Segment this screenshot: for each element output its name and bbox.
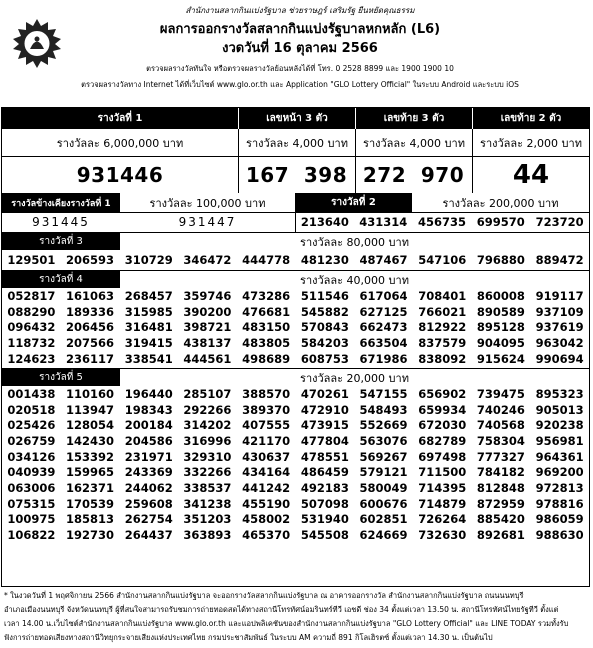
- fifth-prize-number: 740246: [476, 402, 525, 417]
- fourth-prize-number: 096432: [7, 320, 56, 335]
- fourth-prize-number: 937619: [535, 320, 584, 335]
- fifth-prize-number: 338537: [183, 481, 232, 496]
- fifth-prize-number: 351203: [183, 512, 232, 527]
- fifth-prize-number: 812848: [476, 481, 525, 496]
- fifth-prize-number: 569267: [359, 449, 408, 464]
- third-prize-header-row: [2, 232, 589, 250]
- fifth-prize-number: 244062: [124, 481, 173, 496]
- top-amount-row: [2, 129, 589, 156]
- fifth-prize-number: 441242: [242, 481, 291, 496]
- last2-label: เลขท้าย 2 ตัว: [472, 108, 589, 129]
- fourth-prize-number: 895128: [476, 320, 525, 335]
- footer-line: เวลา 14.00 น.เว็บไซต์สำนักงานสลากกินแบ่งรัฐบาล www.glo.or.th และแอปพลิเคชันของสำนักงานสลากกินแบ่งรัฐบาล "GLO Lottery Official" และ LINE TODAY รวมทั้งรับ: [4, 619, 569, 628]
- third-prize-number: 547106: [418, 252, 467, 267]
- fifth-prize-number: 784182: [476, 465, 525, 480]
- fifth-prize-number: 025426: [7, 418, 56, 433]
- fourth-prize-header-row: [2, 270, 589, 288]
- second-prize-label: รางวัลที่ 2: [295, 193, 412, 212]
- second-prize-number: 456735: [417, 215, 466, 229]
- fifth-prize-number: 106822: [7, 528, 56, 543]
- last3-number: 970: [420, 162, 465, 187]
- footer-line: ฟังการถ่ายทอดเสียงทางสถานีวิทยุกระจายเสียงแห่งประเทศไทย กรมประชาสัมพันธ์ ในระบบ AM ความถี่ 891 กิโลเฮิรตซ์ ตั้งแต่เวลา 14.30 น. เป็นต้นไป: [4, 633, 493, 642]
- near-prize-number: 931447: [178, 215, 237, 229]
- fifth-prize-number: 455190: [242, 496, 291, 511]
- last3-number: 272: [355, 156, 413, 193]
- near-second-header-row: [2, 193, 589, 212]
- fourth-prize-number: 319415: [124, 336, 173, 351]
- fifth-prize-number: 142430: [66, 433, 115, 448]
- fifth-prize-number: 040939: [7, 465, 56, 480]
- third-prize-number: 310729: [124, 252, 173, 267]
- fifth-prize-number: 314202: [183, 418, 232, 433]
- fifth-prize-number: 477804: [300, 433, 349, 448]
- fifth-prize-number: 548493: [359, 402, 408, 417]
- fourth-prize-number: 359746: [183, 288, 232, 303]
- fifth-prize-number: 259608: [124, 496, 173, 511]
- fourth-prize-number: 990694: [535, 352, 584, 367]
- fourth-prize-row: [2, 304, 589, 320]
- fifth-prize-number: 563076: [359, 433, 408, 448]
- fifth-prize-number: 758304: [476, 433, 525, 448]
- fifth-prize-number: 292266: [183, 402, 232, 417]
- third-prize-label: รางวัลที่ 3: [2, 233, 120, 250]
- fifth-prize-number: 552669: [359, 418, 408, 433]
- fifth-prize-number: 892681: [476, 528, 525, 543]
- footer-line: * ในงวดวันที่ 1 พฤศจิกายน 2566 สำนักงานสลากกินแบ่งรัฐบาล จะออกรางวัลสลากกินแบ่งรัฐบาล ณ อาคารออกรางวัล สำนักงานสลากกินแบ่งรัฐบาล ถนนนนทบุรี: [4, 591, 524, 600]
- fourth-prize-number: 338541: [124, 352, 173, 367]
- fourth-prize-number: 444561: [183, 352, 232, 367]
- fifth-prize-number: 231971: [124, 449, 173, 464]
- third-prize-number: 206593: [66, 252, 115, 267]
- results-table: [1, 107, 590, 587]
- fifth-prize-number: 547155: [359, 386, 408, 401]
- fourth-prize-number: 124623: [7, 352, 56, 367]
- fifth-prize-number: 656902: [418, 386, 467, 401]
- second-prize-number: 213640: [295, 212, 354, 232]
- fourth-prize-number: 812922: [418, 320, 467, 335]
- draw-date: งวดวันที่ 16 ตุลาคม 2566: [222, 41, 378, 56]
- fourth-prize-number: 236117: [66, 352, 115, 367]
- fifth-prize-number: 964361: [535, 449, 584, 464]
- fifth-prize-number: 329310: [183, 449, 232, 464]
- fifth-prize-number: 100975: [7, 512, 56, 527]
- third-prize-number: 481230: [300, 252, 349, 267]
- fifth-prize-number: 972813: [535, 481, 584, 496]
- fifth-prize-number: 978816: [535, 496, 584, 511]
- third-prize-number: 889472: [535, 252, 584, 267]
- fifth-prize-number: 579121: [359, 465, 408, 480]
- fifth-prize-number: 243369: [124, 465, 173, 480]
- fifth-prize-number: 531940: [300, 512, 349, 527]
- fifth-prize-number: 341238: [183, 496, 232, 511]
- fifth-prize-number: 659934: [418, 402, 467, 417]
- fifth-prize-row: [2, 465, 589, 481]
- fifth-prize-number: 063006: [7, 481, 56, 496]
- fifth-prize-number: 430637: [242, 449, 291, 464]
- fourth-prize-row: [2, 288, 589, 304]
- fourth-prize-number: 268457: [124, 288, 173, 303]
- fifth-prize-number: 777327: [476, 449, 525, 464]
- fourth-prize-number: 766021: [418, 304, 467, 319]
- fifth-prize-number: 200184: [124, 418, 173, 433]
- fourth-prize-label: รางวัลที่ 4: [2, 271, 120, 288]
- fourth-prize-number: 118732: [7, 336, 56, 351]
- fourth-prize-number: 545882: [300, 304, 349, 319]
- fourth-prize-number: 161063: [66, 288, 115, 303]
- fifth-prize-number: 905013: [535, 402, 584, 417]
- fifth-prize-number: 956981: [535, 433, 584, 448]
- glo-emblem-icon: [12, 18, 62, 68]
- fourth-prize-number: 671986: [359, 352, 408, 367]
- second-prize-number: 723720: [535, 215, 584, 229]
- front3-label: เลขหน้า 3 ตัว: [238, 108, 355, 129]
- fourth-prize-number: 937109: [535, 304, 584, 319]
- fifth-prize-amount: รางวัลละ 20,000 บาท: [300, 371, 409, 385]
- near-second-numbers-row: [2, 212, 589, 232]
- fourth-prize-number: 919117: [535, 288, 584, 303]
- fifth-prize-number: 726264: [418, 512, 467, 527]
- org-motto: สำนักงานสลากกินแบ่งรัฐบาล ช่วยราษฎร์ เสริมรัฐ ยืนหยัดคุณธรรม: [185, 6, 415, 15]
- footer-notice: [4, 589, 590, 645]
- check-results-internet-line: ตรวจผลรางวัลทาง Internet ได้ที่เว็บไซต์ www.glo.or.th และ Application "GLO Lottery Official" ในระบบ Android และระบบ iOS: [81, 80, 519, 89]
- fourth-prize-number: 890589: [476, 304, 525, 319]
- top-prize-header-row: [2, 108, 589, 129]
- third-prize-number: 129501: [7, 252, 56, 267]
- fourth-prize-row: [2, 335, 589, 351]
- fifth-prize-number: 580049: [359, 481, 408, 496]
- fifth-prize-number: 988630: [535, 528, 584, 543]
- fifth-prize-row: [2, 433, 589, 449]
- fifth-prize-number: 711500: [418, 465, 467, 480]
- fifth-prize-number: 895323: [535, 386, 584, 401]
- fourth-prize-number: 662473: [359, 320, 408, 335]
- fifth-prize-number: 162371: [66, 481, 115, 496]
- fifth-prize-number: 332266: [183, 465, 232, 480]
- fifth-prize-number: 198343: [124, 402, 173, 417]
- fourth-prize-number: 476681: [242, 304, 291, 319]
- fourth-prize-number: 838092: [418, 352, 467, 367]
- near-prize-amount: รางวัลละ 100,000 บาท: [149, 196, 266, 210]
- fifth-prize-number: 159965: [66, 465, 115, 480]
- fifth-prize-number: 969200: [535, 465, 584, 480]
- fifth-prize-number: 196440: [124, 386, 173, 401]
- fifth-prize-number: 264437: [124, 528, 173, 543]
- fifth-prize-number: 001438: [7, 386, 56, 401]
- fourth-prize-number: 963042: [535, 336, 584, 351]
- fifth-prize-number: 714879: [418, 496, 467, 511]
- fourth-prize-number: 708401: [418, 288, 467, 303]
- fifth-prize-number: 185813: [66, 512, 115, 527]
- fifth-prize-number: 285107: [183, 386, 232, 401]
- fifth-prize-number: 739475: [476, 386, 525, 401]
- fifth-prize-number: 170539: [66, 496, 115, 511]
- third-prize-number: 444778: [242, 252, 291, 267]
- fourth-prize-number: 663504: [359, 336, 408, 351]
- fourth-prize-number: 315985: [124, 304, 173, 319]
- fourth-prize-number: 584203: [300, 336, 349, 351]
- front3-amount: รางวัลละ 4,000 บาท: [238, 129, 355, 156]
- fifth-prize-number: 128054: [66, 418, 115, 433]
- fifth-prize-row: [2, 386, 589, 402]
- fourth-prize-number: 207566: [66, 336, 115, 351]
- fifth-prize-row: [2, 402, 589, 418]
- fifth-prize-row: [2, 496, 589, 512]
- fifth-prize-number: 714395: [418, 481, 467, 496]
- fifth-prize-number: 034126: [7, 449, 56, 464]
- first-prize-amount: รางวัลละ 6,000,000 บาท: [56, 136, 184, 150]
- third-prize-amount: รางวัลละ 80,000 บาท: [300, 235, 409, 249]
- fourth-prize-number: 052817: [7, 288, 56, 303]
- fifth-prize-number: 110160: [66, 386, 115, 401]
- second-prize-number: 431314: [359, 215, 408, 229]
- fifth-prize-number: 465370: [242, 528, 291, 543]
- fourth-prize-number: 617064: [359, 288, 408, 303]
- fifth-prize-header-row: [2, 368, 589, 386]
- fifth-prize-number: 075315: [7, 496, 56, 511]
- fifth-prize-number: 478551: [300, 449, 349, 464]
- third-prize-number: 796880: [476, 252, 525, 267]
- fifth-prize-number: 682789: [418, 433, 467, 448]
- fourth-prize-row: [2, 320, 589, 336]
- fifth-prize-number: 316996: [183, 433, 232, 448]
- fourth-prize-number: 904095: [476, 336, 525, 351]
- second-prize-number: 699570: [476, 215, 525, 229]
- fifth-prize-number: 458002: [242, 512, 291, 527]
- fifth-prize-number: 507098: [300, 496, 349, 511]
- third-prize-row: [2, 250, 589, 269]
- fifth-prize-number: 732630: [418, 528, 467, 543]
- document-header: [0, 0, 593, 105]
- fifth-prize-number: 153392: [66, 449, 115, 464]
- fifth-prize-number: 421170: [242, 433, 291, 448]
- fourth-prize-number: 860008: [476, 288, 525, 303]
- top-numbers-row: [2, 156, 589, 193]
- fifth-prize-number: 885420: [476, 512, 525, 527]
- fifth-prize-number: 192730: [66, 528, 115, 543]
- near-prize-label: รางวัลข้างเคียงรางวัลที่ 1: [2, 193, 120, 212]
- fourth-prize-number: 511546: [300, 288, 349, 303]
- fourth-prize-number: 483805: [242, 336, 291, 351]
- fifth-prize-number: 986059: [535, 512, 584, 527]
- fifth-prize-number: 545508: [300, 528, 349, 543]
- fifth-prize-row: [2, 527, 589, 543]
- fifth-prize-number: 492183: [300, 481, 349, 496]
- fifth-prize-number: 363893: [183, 528, 232, 543]
- fifth-prize-number: 473915: [300, 418, 349, 433]
- fifth-prize-number: 872959: [476, 496, 525, 511]
- fourth-prize-number: 915624: [476, 352, 525, 367]
- fourth-prize-number: 608753: [300, 352, 349, 367]
- fourth-prize-number: 483150: [242, 320, 291, 335]
- fifth-prize-number: 672030: [418, 418, 467, 433]
- fifth-prize-number: 920238: [535, 418, 584, 433]
- fourth-prize-number: 398721: [183, 320, 232, 335]
- fifth-prize-number: 113947: [66, 402, 115, 417]
- fifth-prize-number: 262754: [124, 512, 173, 527]
- fourth-prize-number: 189336: [66, 304, 115, 319]
- last3-amount: รางวัลละ 4,000 บาท: [355, 129, 472, 156]
- fourth-prize-number: 316481: [124, 320, 173, 335]
- fifth-prize-number: 434164: [242, 465, 291, 480]
- near-prize-number: 931445: [32, 215, 90, 229]
- fifth-prize-row: [2, 449, 589, 465]
- fifth-prize-label: รางวัลที่ 5: [2, 369, 120, 386]
- fifth-prize-number: 600676: [359, 496, 408, 511]
- fifth-prize-number: 204586: [124, 433, 173, 448]
- fourth-prize-number: 473286: [242, 288, 291, 303]
- fifth-prize-number: 472910: [300, 402, 349, 417]
- last2-number: 44: [472, 156, 589, 193]
- last2-amount: รางวัลละ 2,000 บาท: [472, 129, 589, 156]
- fifth-prize-number: 602851: [359, 512, 408, 527]
- footer-line: อำเภอเมืองนนทบุรี จังหวัดนนทบุรี ผู้ที่สนใจสามารถรับชมการถ่ายทอดสดได้ทางสถานีโทรทัศน์อมรินทร์ทีวี เอชดี ช่อง 34 ตั้งแต่เวลา 13.50 น. สถานีโทรทัศน์ไทยรัฐทีวี ตั้งแต่: [4, 605, 559, 614]
- first-prize-number: 931446: [76, 162, 164, 187]
- fifth-prize-number: 470261: [300, 386, 349, 401]
- fourth-prize-row: [2, 351, 589, 367]
- check-results-phone-line: ตรวจผลรางวัลทันใจ หรือตรวจผลรางวัลย้อนหลังได้ที่ โทร. 0 2528 8899 และ 1900 1900 10: [146, 64, 454, 73]
- fifth-prize-number: 486459: [300, 465, 349, 480]
- fourth-prize-number: 088290: [7, 304, 56, 319]
- fifth-prize-row: [2, 480, 589, 496]
- front3-number: 167: [238, 156, 296, 193]
- fifth-prize-row: [2, 417, 589, 433]
- fourth-prize-number: 837579: [418, 336, 467, 351]
- fourth-prize-number: 498689: [242, 352, 291, 367]
- fifth-prize-number: 624669: [359, 528, 408, 543]
- fifth-prize-number: 026759: [7, 433, 56, 448]
- fourth-prize-number: 206456: [66, 320, 115, 335]
- fourth-prize-number: 390200: [183, 304, 232, 319]
- fifth-prize-number: 407555: [242, 418, 291, 433]
- third-prize-number: 346472: [183, 252, 232, 267]
- fifth-prize-number: 020518: [7, 402, 56, 417]
- second-prize-amount: รางวัลละ 200,000 บาท: [442, 196, 559, 210]
- fourth-prize-number: 438137: [183, 336, 232, 351]
- fifth-prize-number: 740568: [476, 418, 525, 433]
- page-title: ผลการออกรางวัลสลากกินแบ่งรัฐบาลหกหลัก (L6): [159, 22, 441, 37]
- fifth-prize-row: [2, 512, 589, 528]
- third-prize-number: 487467: [359, 252, 408, 267]
- fourth-prize-number: 627125: [359, 304, 408, 319]
- fourth-prize-number: 570843: [300, 320, 349, 335]
- front3-number: 398: [303, 162, 348, 187]
- fifth-prize-number: 697498: [418, 449, 467, 464]
- fourth-prize-amount: รางวัลละ 40,000 บาท: [300, 273, 409, 287]
- fifth-prize-number: 389370: [242, 402, 291, 417]
- last3-label: เลขท้าย 3 ตัว: [355, 108, 472, 129]
- fifth-prize-number: 388570: [242, 386, 291, 401]
- first-prize-label: รางวัลที่ 1: [97, 113, 143, 124]
